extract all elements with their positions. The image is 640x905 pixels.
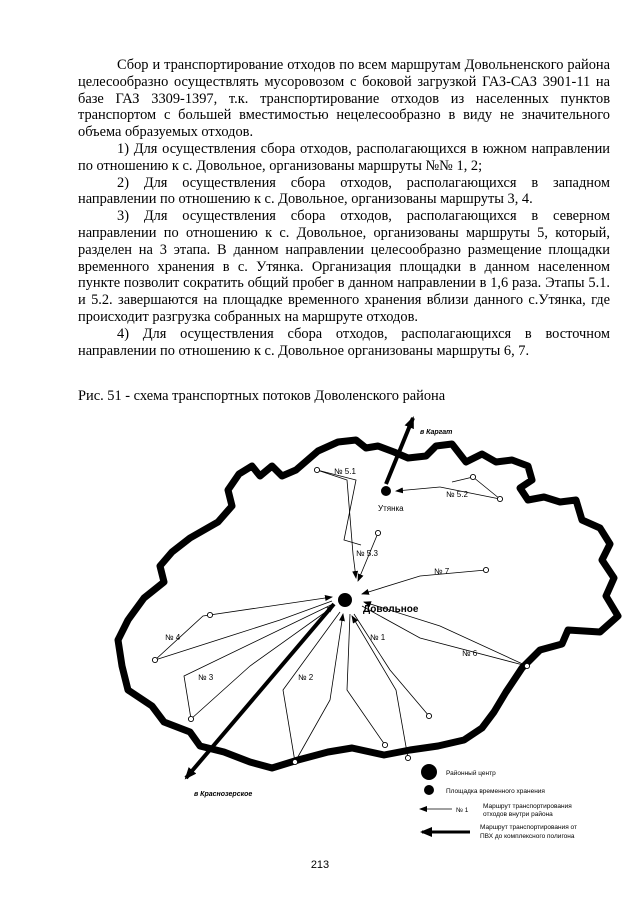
temp-storage-marker: [381, 486, 391, 496]
legend-temp-storage: Площадка временного хранения: [446, 788, 545, 795]
route-label: № 5.3: [356, 549, 378, 558]
route-line: [317, 470, 361, 545]
figure-caption: Рис. 51 - схема транспортных потоков Доволенского района: [78, 388, 446, 404]
route-label: № 5.2: [446, 490, 468, 499]
district-center-marker: [338, 593, 352, 607]
route-label: № 7: [434, 567, 450, 576]
paragraph: 1) Для осуществления сбора отходов, располагающихся в южном направлении по отношению к с. Довольное, организованы маршруты №№ 1, 2;: [78, 140, 610, 174]
temp-storage-label: Утянка: [378, 504, 404, 513]
paragraph: 3) Для осуществления сбора отходов, располагающихся в северном направлении по отношению к с. Довольное, организованы маршруты 5, который, разделен на 3 этапа. В данном направлении целесообразно размещение площадки временного хранения в с. Утянка. Организация площадки в данном населенном пункте позволит сократить общий пробег в данном направлении в 1,6 раза. Этапы 5.1. и 5.2. завершаются на площадке временного хранения вблизи данного с.Утянка, где происходит разгрузка собранных на маршруте отходов.: [78, 208, 610, 325]
route-line: [396, 487, 440, 491]
route-line: [155, 597, 332, 660]
settlement-markers: [152, 467, 529, 764]
legend-transport: Маршрут транспортирования от: [480, 824, 577, 831]
legend-district-center: Районный центр: [446, 770, 496, 777]
route-label: № 2: [298, 673, 314, 682]
route-line: [452, 477, 473, 482]
route-line: [283, 612, 340, 762]
paragraph: Сбор и транспортирование отходов по всем маршрутам Довольненского района целесообразно осуществлять мусоровозом с боковой загрузкой ГАЗ-САЗ 3901-11 на базе ГАЗ 3309-1397, т.к. транспортирование отходов из населенных пунктов транспортом с большей вместимостью нецелесообразно в виду не значительного объема образуемых отходов.: [78, 57, 610, 141]
direction-southwest-label: в Краснозерское: [194, 791, 253, 798]
paragraph: 2) Для осуществления сбора отходов, располагающихся в западном направлении по отношению к с. Довольное, организованы маршруты 3, 4.: [78, 174, 610, 208]
route-label: № 1: [370, 633, 386, 642]
route-line: [362, 570, 486, 594]
legend-route-inside: отходов внутри района: [483, 811, 553, 818]
route-line: [362, 606, 527, 666]
route-line: [354, 614, 429, 716]
legend-center-symbol: [421, 764, 437, 780]
route-line: [317, 470, 356, 578]
legend-route-example: № 1: [456, 807, 469, 814]
paragraph: 4) Для осуществления сбора отходов, располагающихся в восточном направлении по отношению к с. Довольное организованы маршруты 6, 7.: [78, 325, 610, 359]
route-line: [295, 614, 343, 762]
legend-route-inside: Маршрут транспортирования: [483, 803, 572, 810]
legend-storage-symbol: [424, 785, 434, 795]
route-label: № 3: [198, 673, 214, 682]
route-label: № 5.1: [334, 467, 356, 476]
page-number: 213: [310, 859, 330, 871]
route-label: № 4: [165, 633, 181, 642]
center-label: Довольное: [363, 604, 419, 615]
legend-transport: ПВХ до комплексного полигона: [480, 833, 575, 840]
route-label: № 6: [462, 649, 478, 658]
transport-arrow-southwest: [186, 604, 334, 778]
direction-north-label: в Каргат: [420, 429, 453, 436]
route-line: [184, 604, 333, 719]
map-legend: [420, 764, 577, 840]
